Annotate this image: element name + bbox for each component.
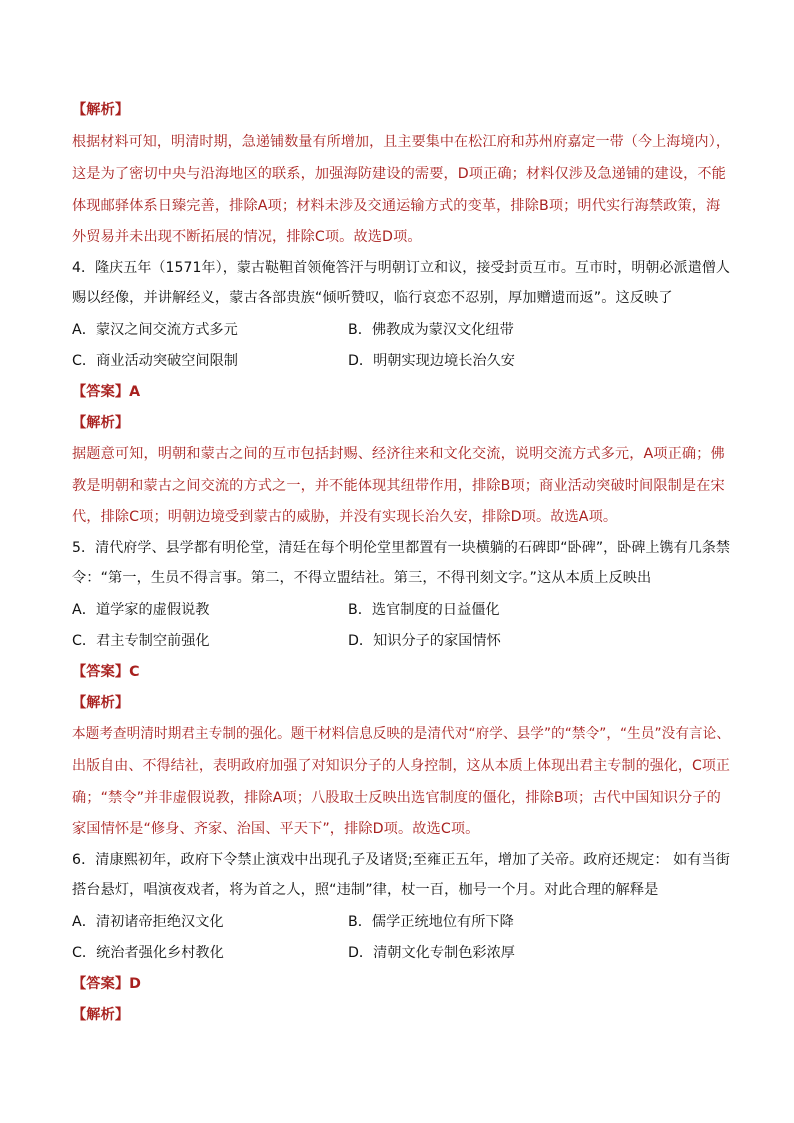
q4-stem-line: 4．隆庆五年（1571年），蒙古鞑靼首领俺答汗与明朝订立和议，接受封贡互市。互市时，明朝必派遣僧人 [72, 260, 730, 276]
q5-stem-line: 5．清代府学、县学都有明伦堂，清廷在每个明伦堂里都置有一块横躺的石碑即“卧碑”，卧碑上镌有几条禁 [72, 540, 731, 556]
q6-stem-line: 6．清康熙初年，政府下令禁止演戏中出现孔子及诸贤;至雍正五年，增加了关帝。政府还规定： 如有当街 [72, 852, 730, 868]
q3-analysis-line: 根据材料可知，明清时期，急递铺数量有所增加，且主要集中在松江府和苏州府嘉定一带（今上海境内）， [72, 134, 730, 150]
q5-stem-line: 令：“第一，生员不得言事。第二，不得立盟结社。第三，不得刊刻文字。”这从本质上反映出 [72, 570, 652, 586]
q4-analysis-line: 代，排除C项；明朝边境受到蒙古的威胁，并没有实现长治久安，排除D项。故选A项。 [72, 509, 618, 525]
q6-option-b: B．儒学正统地位有所下降 [348, 914, 514, 930]
q6-option-c: C．统治者强化乡村教化 [72, 945, 224, 961]
q3-analysis-label: 【解析】 [72, 102, 130, 118]
q4-analysis-line: 教是明朝和蒙古之间交流的方式之一，并不能体现其纽带作用，排除B项；商业活动突破时间限制是在宋 [72, 478, 725, 494]
q5-analysis-line: 本题考查明清时期君主专制的强化。题干材料信息反映的是清代对“府学、县学”的“禁令”，“生员”没有言论、 [72, 726, 731, 742]
q3-analysis-line: 体现邮驿体系日臻完善，排除A项；材料未涉及交通运输方式的变革，排除B项；明代实行海禁政策，海 [72, 198, 721, 214]
q4-option-b: B．佛教成为蒙汉文化纽带 [348, 322, 514, 338]
q5-option-d: D．知识分子的家国情怀 [348, 633, 501, 649]
q3-analysis-line: 外贸易并未出现不断拓展的情况，排除C项。故选D项。 [72, 229, 422, 245]
q5-analysis-line: 确；“禁令”并非虚假说教，排除A项；八股取士反映出选官制度的僵化，排除B项；古代中国知识分子的 [72, 790, 721, 806]
q6-stem-line: 搭台悬灯，唱演夜戏者，将为首之人，照“违制”律，杖一百，枷号一个月。对此合理的解释是 [72, 882, 659, 898]
q5-analysis-label: 【解析】 [72, 695, 130, 711]
q4-analysis-line: 据题意可知，明朝和蒙古之间的互市包括封赐、经济往来和文化交流，说明交流方式多元，A项正确；佛 [72, 446, 725, 462]
q6-answer: 【答案】D [72, 976, 142, 992]
q4-option-d: D．明朝实现边境长治久安 [348, 353, 515, 369]
q4-option-c: C．商业活动突破空间限制 [72, 353, 238, 369]
q5-option-a: A．道学家的虚假说教 [72, 602, 210, 618]
q3-analysis-line: 这是为了密切中央与沿海地区的联系，加强海防建设的需要，D项正确；材料仅涉及急递铺的建设，不能 [72, 166, 726, 182]
q4-stem-line: 赐以经像，并讲解经义，蒙古各部贵族“倾听赞叹，临行哀恋不忍别，厚加赠遗而返”。这反映了 [72, 290, 673, 306]
q6-option-d: D．清朝文化专制色彩浓厚 [348, 945, 515, 961]
q5-option-b: B．选官制度的日益僵化 [348, 602, 500, 618]
q6-option-a: A．清初诸帝拒绝汉文化 [72, 914, 224, 930]
q4-analysis-label: 【解析】 [72, 415, 130, 431]
q6-analysis-label: 【解析】 [72, 1007, 130, 1023]
q4-option-a: A．蒙汉之间交流方式多元 [72, 322, 238, 338]
q5-analysis-line: 家国情怀是“修身、齐家、治国、平天下”，排除D项。故选C项。 [72, 821, 480, 837]
q5-analysis-line: 出版自由、不得结社，表明政府加强了对知识分子的人身控制，这从本质上体现出君主专制的强化，C项正 [72, 758, 731, 774]
q5-option-c: C．君主专制空前强化 [72, 633, 210, 649]
q5-answer: 【答案】C [72, 664, 140, 680]
q4-answer: 【答案】A [72, 384, 141, 400]
